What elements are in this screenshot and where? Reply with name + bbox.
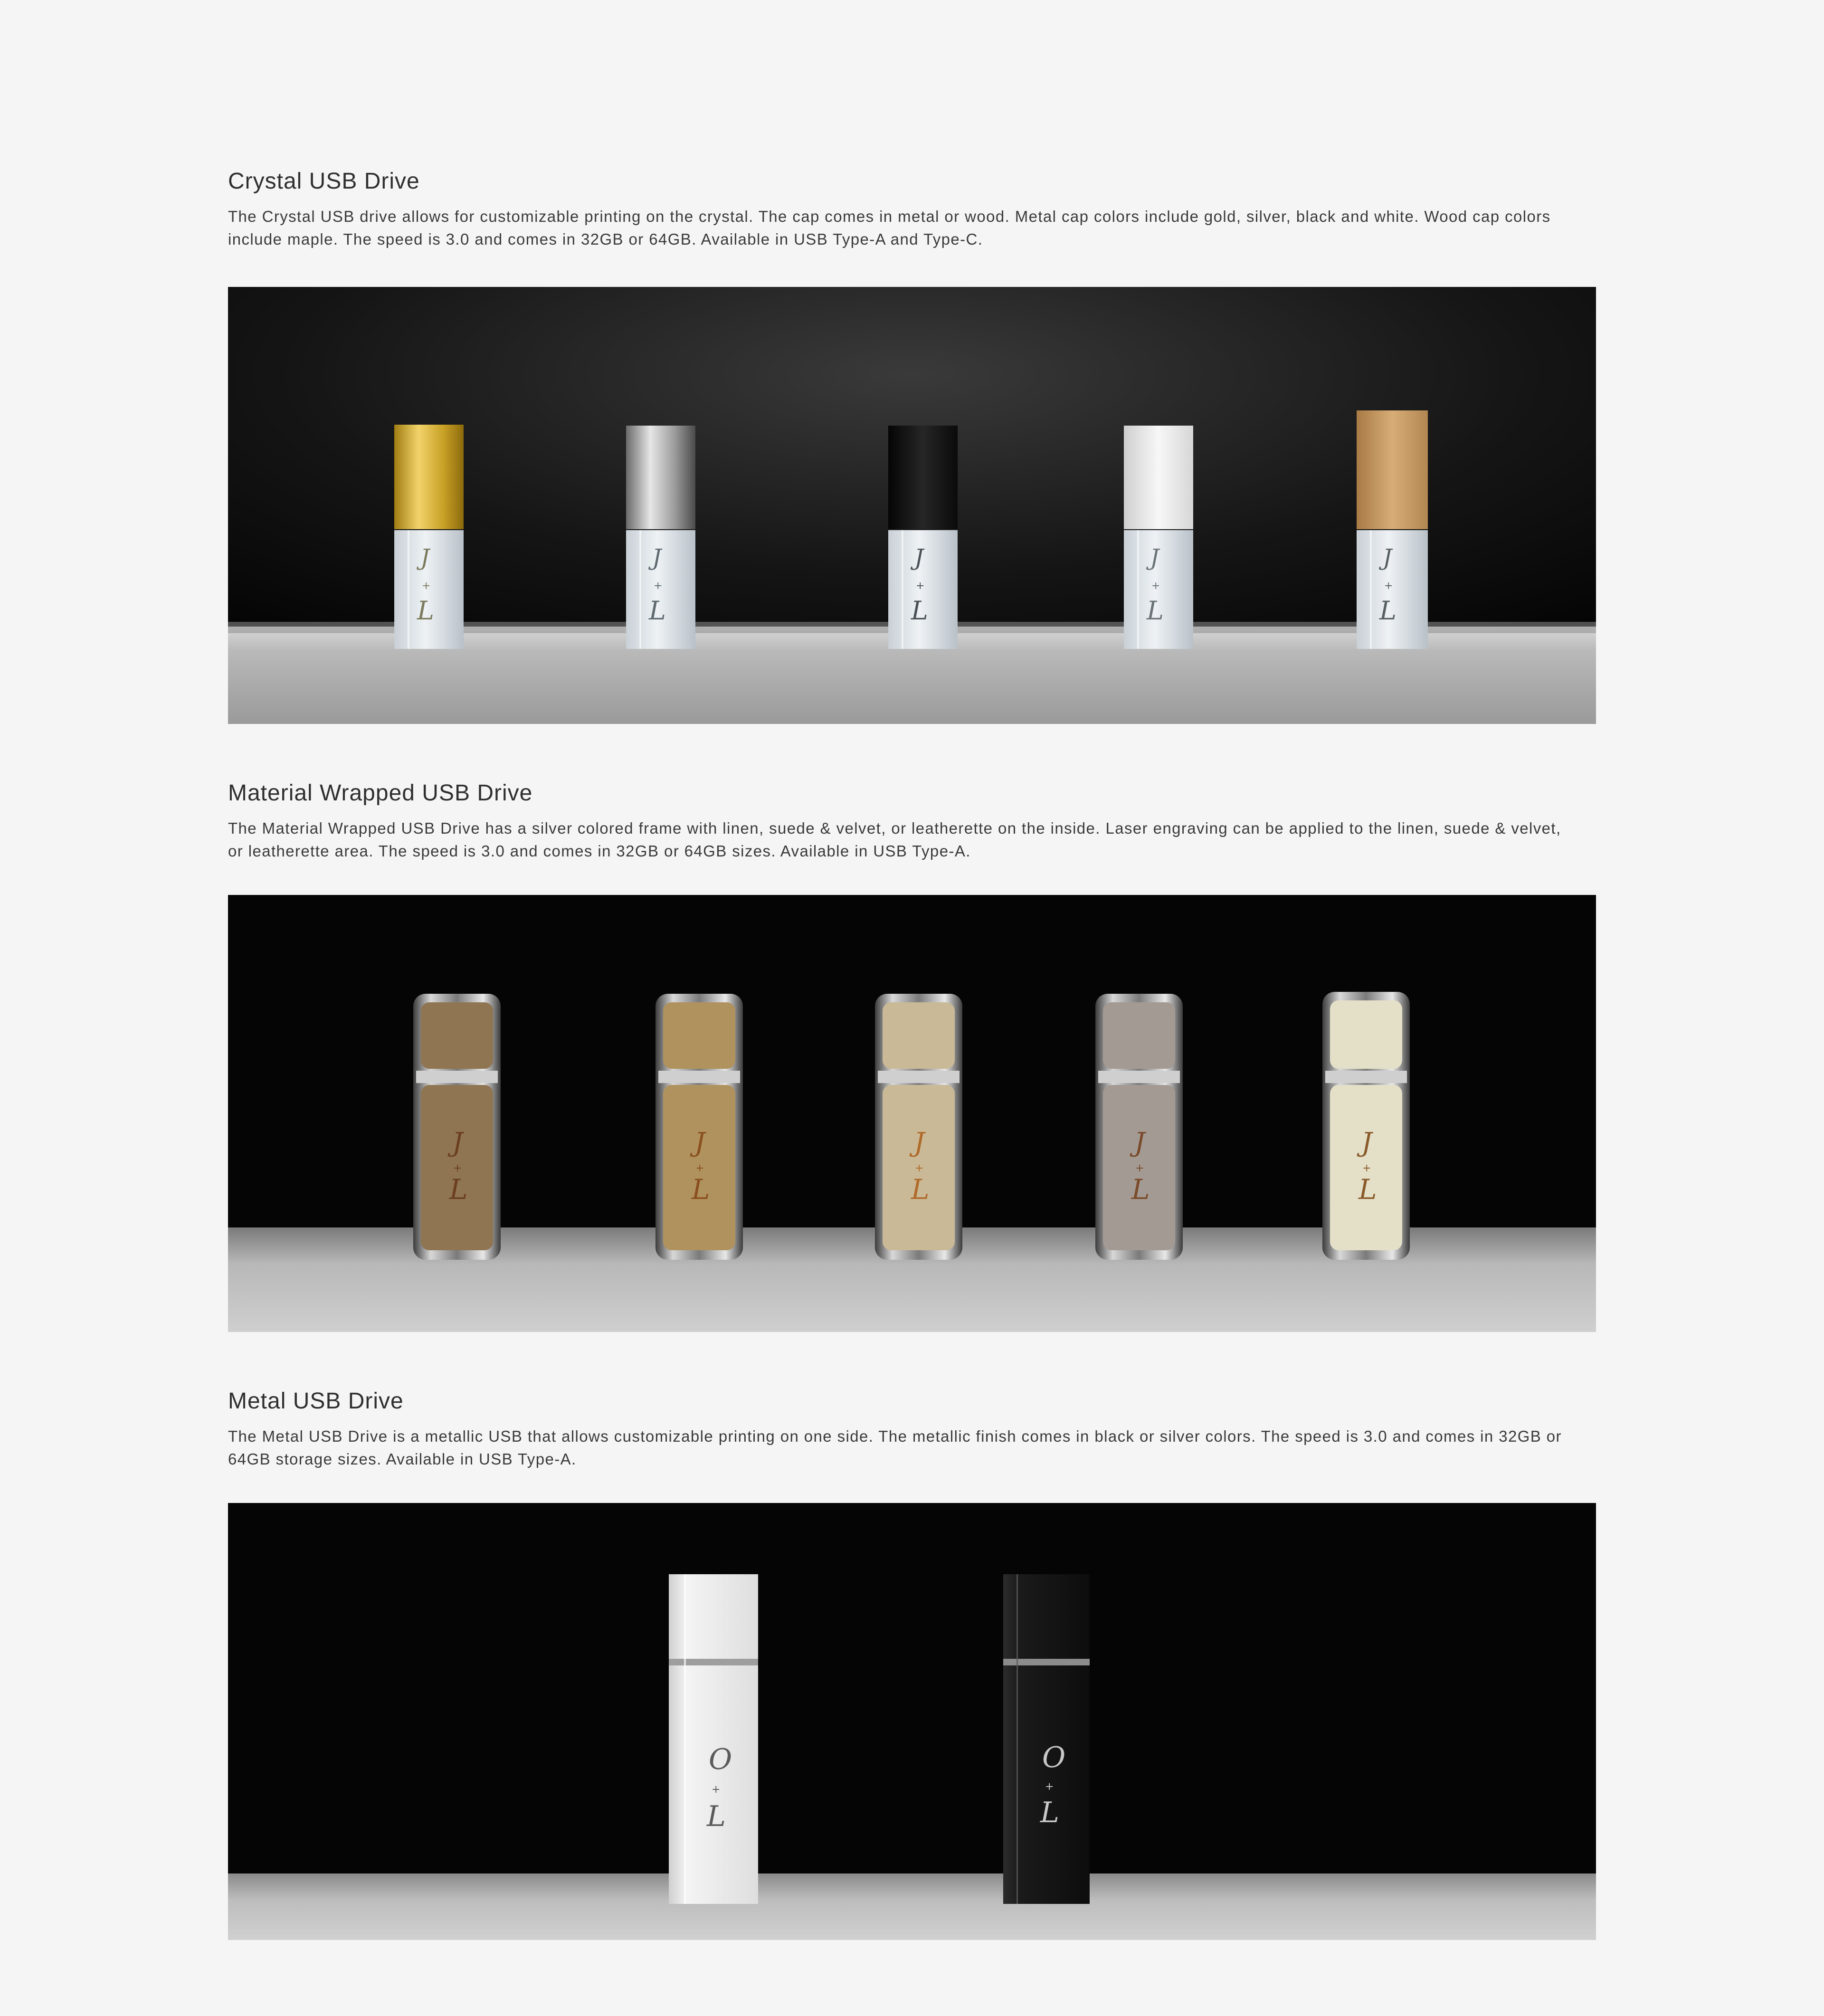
svg-text:J: J (914, 1127, 925, 1158)
material-usb-suede (1095, 994, 1183, 1260)
svg-text:L: L (649, 596, 666, 626)
crystal-usb-black (888, 426, 958, 649)
svg-text:+: + (1151, 580, 1160, 592)
svg-text:O: O (1042, 1741, 1066, 1774)
crystal-title: Crystal USB Drive (228, 169, 420, 194)
svg-text:L: L (911, 596, 928, 626)
svg-text:L: L (707, 1800, 726, 1833)
material-title: Material Wrapped USB Drive (228, 780, 533, 806)
crystal-usb-white (1124, 426, 1193, 649)
svg-text:J: J (1134, 1127, 1145, 1158)
svg-text:L: L (417, 596, 434, 626)
svg-text:+: + (422, 580, 431, 592)
svg-text:J: J (420, 544, 430, 571)
svg-text:+: + (712, 1784, 721, 1796)
metal-title: Metal USB Drive (228, 1388, 404, 1414)
svg-text:J: J (652, 544, 662, 571)
material-usb-leatherette (1322, 992, 1410, 1260)
svg-text:+: + (1362, 1162, 1371, 1174)
svg-text:+: + (654, 580, 663, 592)
metal-section (228, 1387, 1596, 1471)
crystal-description: The Crystal USB drive allows for customizable printing on the crystal. The cap comes in metal or wood. Metal cap colors include gold, silver, black and white. Wood cap colors include maple. The speed is 3.0 and comes in 32GB or 64GB. Available in USB Type-A and Type-C. (228, 208, 1551, 248)
svg-text:+: + (453, 1162, 462, 1174)
svg-text:J: J (452, 1127, 463, 1158)
metal-description: The Metal USB Drive is a metallic USB that allows customizable printing on one side. The metallic finish comes in black or silver colors. The speed is 3.0 and comes in 32GB or 64GB storage sizes. Available in USB Type-A. (228, 1427, 1562, 1468)
svg-text:J: J (1150, 544, 1159, 571)
material-wrapped-usb-photo (228, 895, 1596, 1332)
crystal-usb-photo (228, 287, 1596, 724)
svg-text:+: + (1135, 1162, 1144, 1174)
metal-usb-photo (228, 1503, 1596, 1940)
svg-text:J: J (1361, 1127, 1372, 1158)
material-description: The Material Wrapped USB Drive has a silver colored frame with linen, suede & velvet, or leatherette on the inside. Laser engraving can be applied to the linen, suede & velvet, or leatherette area. The speed is 3.0 and comes in 32GB or 64GB sizes. Available in USB Type-A. (228, 819, 1561, 860)
metal-usb-black (1003, 1574, 1090, 1904)
svg-text:J: J (694, 1127, 705, 1158)
svg-text:L: L (1040, 1796, 1059, 1829)
svg-text:L: L (449, 1173, 468, 1206)
svg-text:J: J (1383, 544, 1392, 571)
svg-text:L: L (911, 1173, 930, 1206)
svg-text:L: L (1379, 596, 1396, 626)
svg-text:+: + (915, 1162, 924, 1174)
svg-text:+: + (916, 580, 925, 592)
svg-text:L: L (1358, 1173, 1377, 1206)
crystal-section (228, 167, 1596, 251)
material-usb-oak (413, 994, 501, 1260)
svg-text:+: + (1045, 1781, 1054, 1793)
svg-text:O: O (709, 1743, 732, 1776)
svg-text:+: + (1384, 580, 1393, 592)
material-usb-linen (656, 994, 743, 1260)
material-usb-natural-linen (875, 994, 962, 1260)
svg-text:L: L (1147, 596, 1164, 626)
material-section (228, 779, 1596, 863)
crystal-usb-silver (626, 426, 695, 649)
svg-text:L: L (1131, 1173, 1150, 1206)
crystal-usb-gold (394, 425, 464, 649)
svg-text:+: + (695, 1162, 704, 1174)
svg-text:L: L (692, 1173, 710, 1206)
metal-usb-silver (669, 1574, 758, 1904)
svg-text:J: J (914, 544, 924, 571)
